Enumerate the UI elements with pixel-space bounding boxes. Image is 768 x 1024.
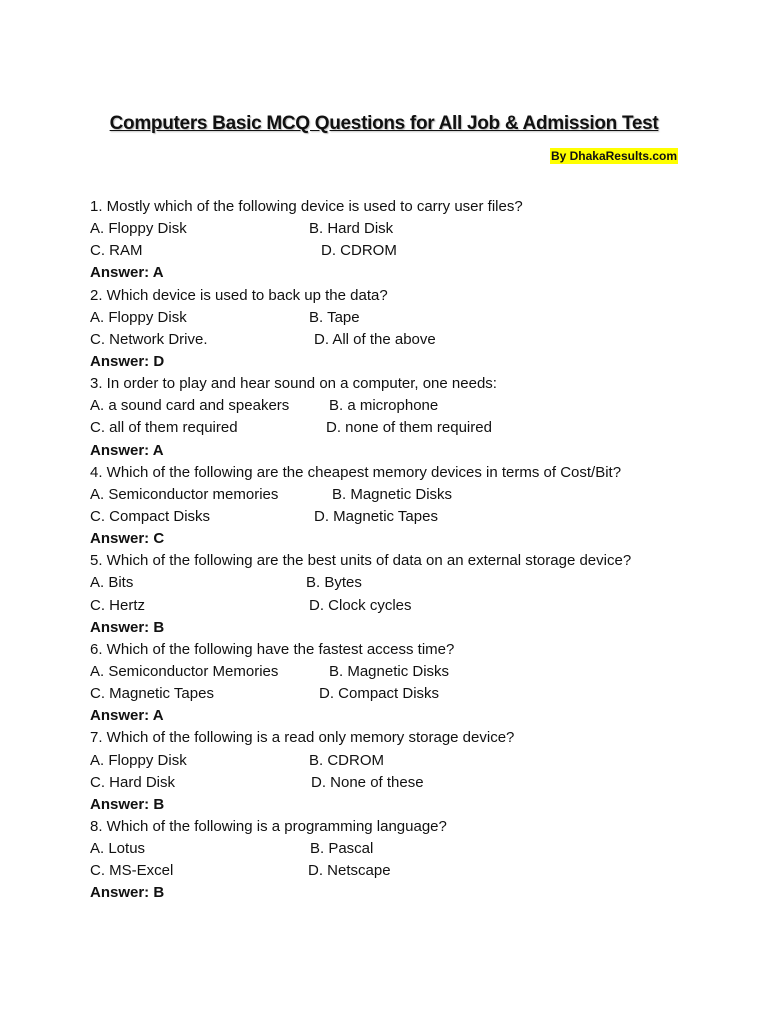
option-d: D. None of these [311, 773, 424, 791]
option-c: C. RAM [90, 242, 143, 260]
option-b: B. a microphone [329, 397, 439, 415]
question-text: 6. Which of the following have the fastest access time? [90, 640, 455, 658]
option-a: A. Lotus [90, 840, 146, 858]
answer-label: Answer: B [90, 884, 165, 902]
option-c: C. Hard Disk [90, 773, 176, 791]
answer-label: Answer: A [90, 441, 164, 459]
question-text: 4. Which of the following are the cheapest memory devices in terms of Cost/Bit? [90, 463, 622, 481]
answer-label: Answer: A [90, 707, 164, 725]
options-row [90, 329, 710, 351]
option-a: A. Semiconductor Memories [90, 662, 279, 680]
options-row [90, 838, 710, 860]
options-row [90, 772, 710, 794]
options-row [90, 395, 710, 417]
options-row [90, 661, 710, 683]
option-a: A. Floppy Disk [90, 751, 187, 769]
option-d: D. Compact Disks [319, 685, 440, 703]
options-row [90, 218, 710, 240]
answer-label: Answer: B [90, 618, 165, 636]
question-block [90, 727, 710, 816]
answer-label: Answer: B [90, 795, 165, 813]
option-c: C. Network Drive. [90, 330, 208, 348]
question-block [90, 639, 710, 728]
option-a: A. Floppy Disk [90, 308, 187, 326]
question-text: 7. Which of the following is a read only memory storage device? [90, 729, 515, 747]
option-d: D. All of the above [314, 330, 436, 348]
question-block [90, 462, 710, 551]
option-b: B. Bytes [306, 574, 362, 592]
question-text: 3. In order to play and hear sound on a computer, one needs: [90, 375, 497, 393]
options-row [90, 683, 710, 705]
option-b: B. Hard Disk [309, 220, 394, 238]
question-block [90, 550, 710, 639]
options-row [90, 240, 710, 262]
question-list [90, 196, 710, 905]
options-row [90, 860, 710, 882]
option-d: D. CDROM [321, 242, 397, 260]
document-title: Computers Basic MCQ Questions for All Job & Admission Test [109, 113, 659, 134]
option-b: B. CDROM [309, 751, 384, 769]
option-c: C. Compact Disks [90, 507, 211, 525]
option-a: A. Floppy Disk [90, 220, 187, 238]
options-row [90, 572, 710, 594]
option-c: C. Hertz [90, 596, 146, 614]
option-c: C. MS-Excel [90, 862, 174, 880]
question-text: 8. Which of the following is a programming language? [90, 817, 447, 835]
options-row [90, 506, 710, 528]
options-row [90, 750, 710, 772]
options-row [90, 484, 710, 506]
option-a: A. a sound card and speakers [90, 397, 290, 415]
answer-label: Answer: C [90, 530, 165, 548]
options-row [90, 595, 710, 617]
option-b: B. Magnetic Disks [329, 662, 450, 680]
options-row [90, 417, 710, 439]
option-d: D. Netscape [308, 862, 391, 880]
question-text: 2. Which device is used to back up the data? [90, 286, 388, 304]
answer-label: Answer: D [90, 352, 165, 370]
option-c: C. all of them required [90, 419, 238, 437]
option-a: A. Semiconductor memories [90, 485, 279, 503]
option-b: B. Magnetic Disks [332, 485, 453, 503]
question-block [90, 373, 710, 462]
options-row [90, 307, 710, 329]
option-d: D. Magnetic Tapes [314, 507, 438, 525]
question-block [90, 816, 710, 905]
option-d: D. none of them required [326, 419, 492, 437]
option-b: B. Pascal [310, 840, 374, 858]
question-block [90, 196, 710, 285]
option-d: D. Clock cycles [309, 596, 412, 614]
answer-label: Answer: A [90, 264, 164, 282]
option-a: A. Bits [90, 574, 134, 592]
byline: By DhakaResults.com [550, 149, 677, 163]
question-text: 1. Mostly which of the following device is used to carry user files? [90, 198, 523, 215]
question-text: 5. Which of the following are the best units of data on an external storage device? [90, 552, 632, 570]
option-c: C. Magnetic Tapes [90, 685, 214, 703]
question-block [90, 285, 710, 374]
option-b: B. Tape [309, 308, 360, 326]
